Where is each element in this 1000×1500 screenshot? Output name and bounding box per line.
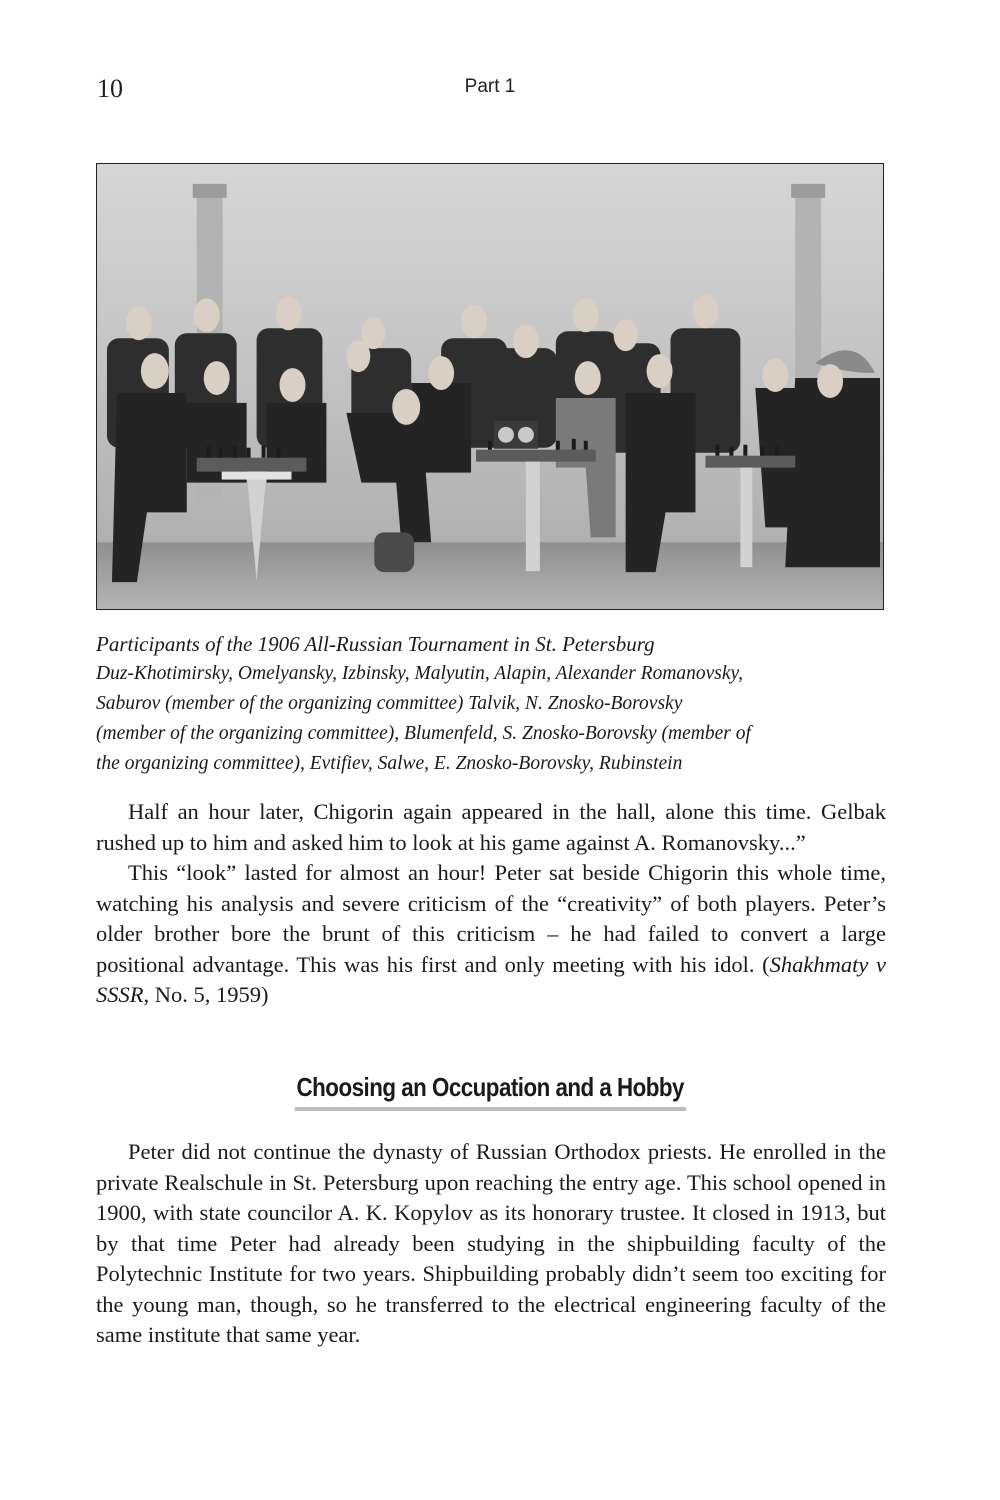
body-text-1 bbox=[96, 797, 886, 1011]
group-photograph bbox=[96, 163, 884, 610]
paragraph-text: This “look” lasted for almost an hour! Peter sat beside Chigorin this whole time, watching his analysis and severe criticism of the “creativity” of both players. Peter’s older brother bore the brunt of this criticism – he had failed to convert a large positional advantage. This was his first and only meeting with his idol. ( bbox=[96, 860, 886, 977]
paragraph: Peter did not continue the dynasty of Russian Orthodox priests. He enrolled in the private Realschule in St. Petersburg upon reaching the entry age. This school opened in 1900, with state councilor A. K. Kopylov as its honorary trustee. It closed in 1913, but by that time Peter had already been studying in the shipbuilding faculty of the Polytechnic Institute for two years. Shipbuilding probably didn’t seem too exciting for the young man, though, so he transferred to the electrical engineering faculty of the same institute that same year. bbox=[96, 1139, 886, 1347]
group-photograph-icon bbox=[97, 164, 883, 609]
body-text-2 bbox=[96, 1137, 886, 1351]
source-details: , No. 5, 1959) bbox=[143, 982, 269, 1007]
source-title: Shakhmaty v SSSR bbox=[96, 951, 886, 1007]
paragraph: Half an hour later, Chigorin again appeared in the hall, alone this time. Gelbak rushed up to him and asked him to look at his game against A. Romanovsky...” bbox=[96, 799, 886, 855]
page-number: 10 bbox=[97, 74, 123, 103]
caption-line: Duz-Khotimirsky, Omelyansky, Izbinsky, Malyutin, Alapin, Alexander Romanovsky, bbox=[96, 663, 744, 684]
photo-caption bbox=[96, 629, 888, 779]
caption-line: the organizing committee), Evtifiev, Salwe, E. Znosko-Borovsky, Rubinstein bbox=[96, 753, 683, 774]
running-head: Part 1 bbox=[464, 76, 516, 97]
caption-line: Saburov (member of the organizing committee) Talvik, N. Znosko-Borovsky bbox=[96, 693, 683, 714]
section-heading-text: Choosing an Occupation and a Hobby bbox=[295, 1072, 686, 1111]
section-heading bbox=[0, 1072, 980, 1111]
paragraph bbox=[96, 858, 886, 1011]
caption-line: (member of the organizing committee), Blumenfeld, S. Znosko-Borovsky (member of bbox=[96, 723, 751, 744]
caption-title: Participants of the 1906 All-Russian Tournament in St. Petersburg bbox=[96, 632, 655, 656]
